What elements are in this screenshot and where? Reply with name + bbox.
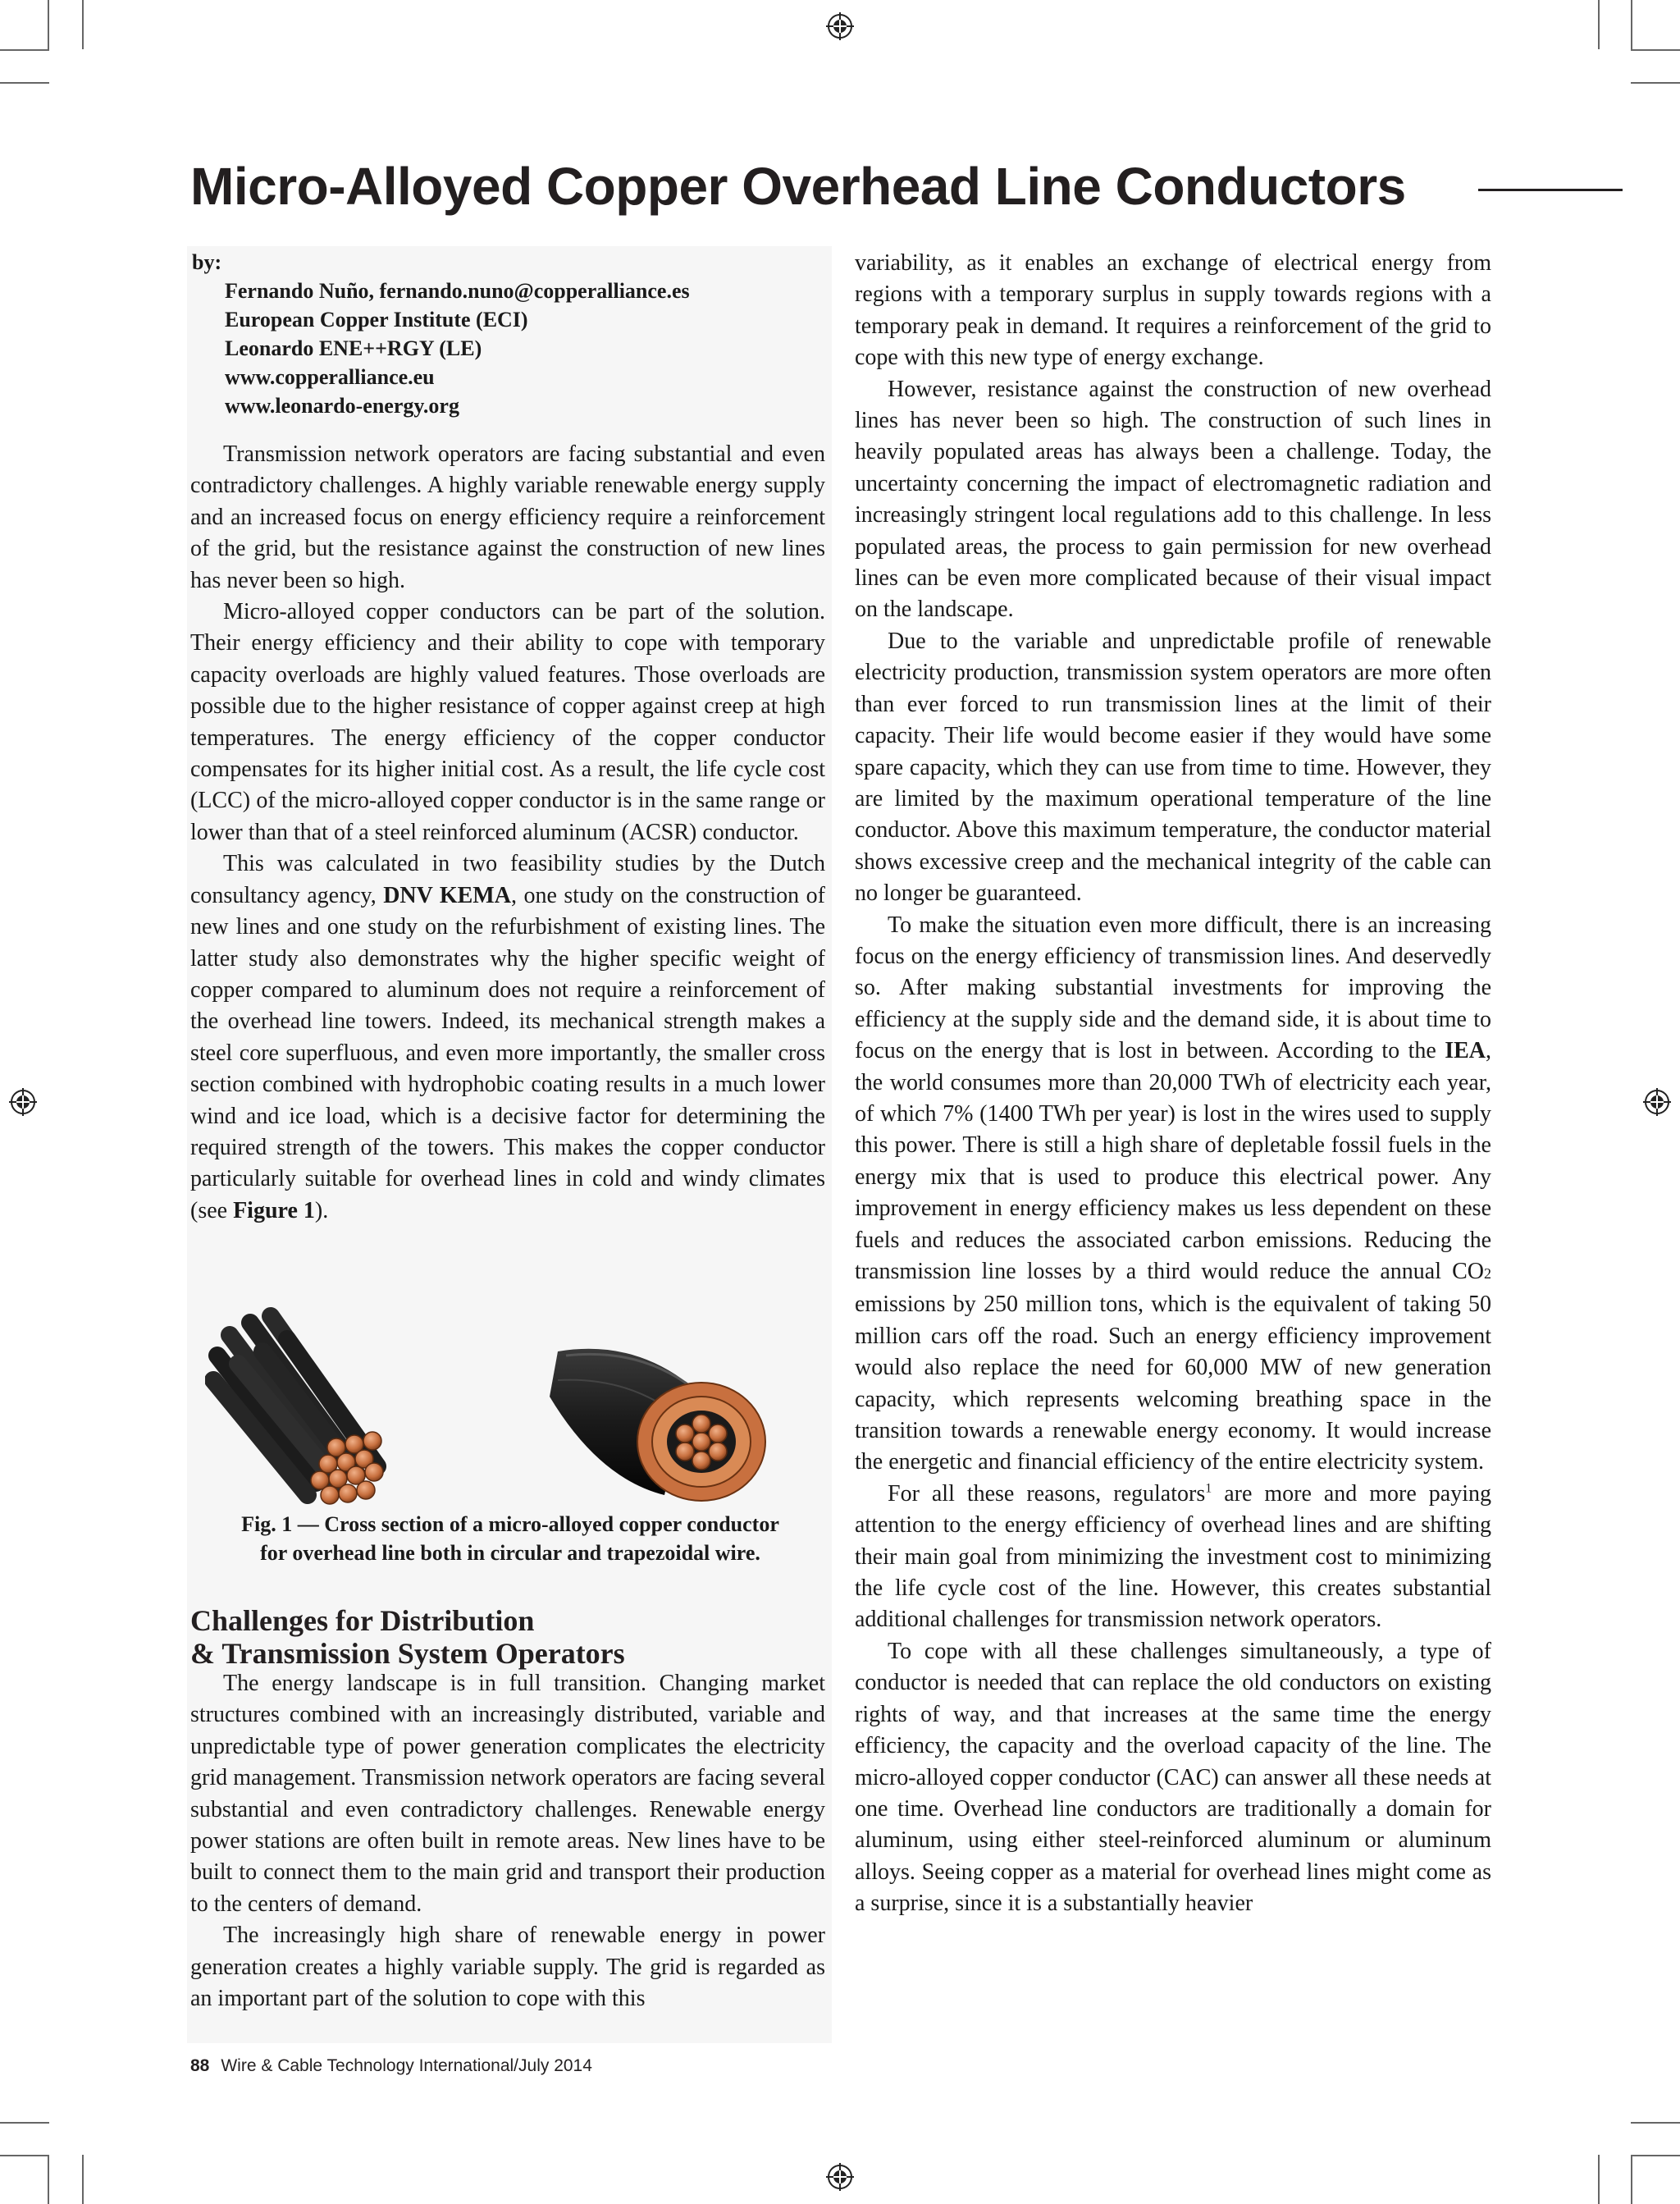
registration-mark-icon [9, 1088, 37, 1116]
heading-line: & Transmission System Operators [190, 1637, 625, 1670]
caption-line: Fig. 1 — Cross section of a micro-alloyed copper conductor [241, 1512, 779, 1536]
figure-reference: Figure 1 [233, 1197, 315, 1223]
section-text [190, 1668, 825, 2014]
byline-website: www.copperalliance.eu [225, 365, 435, 389]
registration-mark-icon [826, 2163, 854, 2191]
text-run: are more and more paying attention to the energy efficiency of overhead lines and are shifting their main goal from minimizing the investment cost to minimizing the life cycle cost of the line. However, this creates substantial additional challenges for transmission network operators. [855, 1480, 1491, 1633]
text-run: This was calculated in two feasibility studies by the Dutch consultancy agency, [190, 851, 825, 908]
crop-mark [0, 2155, 49, 2156]
page-title: Micro-Alloyed Copper Overhead Line Conductors [190, 157, 1406, 216]
right-column-text [855, 248, 1491, 1920]
paragraph: variability, as it enables an exchange of electrical energy from regions with a temporary surplus in supply towards regions with a temporary peak in demand. It requires a reinforcement of the grid to cope with this new type of energy exchange. [855, 250, 1491, 371]
byline-label: by: [192, 250, 222, 274]
text-run: , the world consumes more than 20,000 TWh of electricity each year, of which 7% (1400 TWh per year) is lost in the wires used to supply this power. There is still a high share of depletable fossil fuels in the energy mix that is used to produce this electrical power. Any improvement in energy efficiency makes us less dependent on these fuels and reduces the associated carbon emissions. Reducing the transmission line losses by a third would reduce the annual CO [855, 1038, 1491, 1284]
byline-author: Fernando Nuño, fernando.nuno@copperalliance.es [225, 279, 690, 303]
crop-mark [1631, 0, 1632, 49]
paragraph: The energy landscape is in full transition. Changing market structures combined with an increasingly distributed, variable and unpredictable type of power generation complicates the electricity grid management. Transmission network operators are facing several substantial and even contradictory challenges. Renewable energy power stations are often built in remote areas. New lines have to be built to connect them to the main grid and transport their production to the centers of demand. [190, 1671, 825, 1917]
bold-text: DNV KEMA [383, 882, 511, 908]
paragraph [855, 1479, 1491, 1636]
paragraph: Due to the variable and unpredictable profile of renewable electricity production, transmission system operators are more often than ever forced to run transmission lines at the limit of their capacity. Their life would become easier if they would have some spare capacity, which they can use from time to time. However, they are limited by the maximum operational temperature of the line conductor. Above this maximum temperature, the conductor material shows excessive creep and the mechanical integrity of the cable can no longer be guaranteed. [855, 628, 1491, 907]
paragraph: To cope with all these challenges simultaneously, a type of conductor is needed that can replace the old conductors on existing rights of way, and that increases at the same time the energy efficiency, the capacity and the overload capacity of the line. The micro-alloyed copper conductor (CAC) can answer all these needs at one time. Overhead line conductors are traditionally a domain for aluminum, using either steel-reinforced aluminum or aluminum alloys. Seeing copper as a material for overhead lines might come as a surprise, since it is a substantially heavier [855, 1638, 1491, 1917]
crop-mark [1631, 49, 1680, 51]
crop-mark [48, 2155, 49, 2204]
section-heading [190, 1604, 625, 1670]
crop-mark [1598, 0, 1600, 49]
publication-info: Wire & Cable Technology International/July 2014 [221, 2056, 592, 2075]
registration-mark-icon [1643, 1088, 1671, 1116]
crop-mark [0, 49, 49, 51]
bold-text: IEA [1445, 1038, 1486, 1064]
byline-organization: Leonardo ENE++RGY (LE) [225, 336, 482, 360]
trapezoidal-wire-conductor [550, 1349, 765, 1501]
paragraph [855, 910, 1491, 1479]
text-run: , one study on the construction of new lines and one study on the refurbishment of existing lines. The latter study also demonstrates why the higher specific weight of copper compared to aluminum does not require a reinforcement of the overhead line towers. Indeed, its mechanical strength makes a steel core superfluous, and even more importantly, the smaller cross section combined with hydrophobic coating results in a much lower wind and ice load, which is a decisive factor for determining the required strength of the towers. This makes the copper conductor particularly suitable for overhead lines in cold and windy climates (see [190, 882, 825, 1223]
figure-caption [190, 1510, 830, 1567]
crop-mark [1631, 2155, 1632, 2204]
crop-mark [1631, 2155, 1680, 2156]
subscript: 2 [1484, 1265, 1491, 1282]
page-footer [190, 2056, 592, 2076]
text-run: For all these reasons, regulators [888, 1480, 1206, 1507]
paragraph: The increasingly high share of renewable energy in power generation creates a highly variable supply. The grid is regarded as an important part of the solution to cope with this [190, 1923, 825, 2012]
crop-mark [0, 82, 49, 84]
byline-organization: European Copper Institute (ECI) [225, 308, 528, 332]
crop-mark [1598, 2155, 1600, 2204]
text-run: To make the situation even more difficult, there is an increasing focus on the energy efficiency of transmission lines. And deservedly so. After making substantial investments for improving the efficiency at the supply side and the demand side, it is about time to focus on the energy that is lost in between. According to the [855, 912, 1491, 1064]
circular-wire-conductor [213, 1316, 383, 1504]
paragraph [190, 848, 825, 1227]
text-run: emissions by 250 million tons, which is the equivalent of taking 50 million cars off the road. Such an energy efficiency improvement would also replace the need for 60,000 MW of new generation capacity, which represents welcoming breathing space in the transition towards a renewable energy economy. It would increase the energetic and financial efficiency of the entire electricity system. [855, 1292, 1491, 1475]
page-number: 88 [190, 2056, 210, 2075]
title-rule [1478, 189, 1623, 191]
paragraph: Micro-alloyed copper conductors can be part of the solution. Their energy efficiency and their ability to cope with temporary capacity overloads are highly valued features. Those overloads are possible due to the higher resistance of copper against creep at high temperatures. The energy efficiency of the copper conductor compensates for its higher initial cost. As a result, the life cycle cost (LCC) of the micro-alloyed copper conductor is in the same range or lower than that of a steel reinforced aluminum (ACSR) conductor. [190, 599, 825, 845]
crop-mark [0, 2122, 49, 2124]
crop-mark [48, 0, 49, 49]
intro-text [190, 439, 825, 1227]
heading-line: Challenges for Distribution [190, 1604, 535, 1637]
text-run: ). [314, 1197, 329, 1223]
conductor-figure [205, 1306, 816, 1507]
registration-mark-icon [826, 12, 854, 40]
footnote-marker: 1 [1205, 1481, 1212, 1496]
crop-mark [82, 2155, 84, 2204]
crop-mark [82, 0, 84, 49]
crop-mark [1631, 82, 1680, 84]
byline-website: www.leonardo-energy.org [225, 394, 459, 418]
crop-mark [1631, 2122, 1680, 2124]
paragraph: Transmission network operators are facing substantial and even contradictory challenges. A highly variable renewable energy supply and an increased focus on energy efficiency require a reinforcement of the grid, but the resistance against the construction of new lines has never been so high. [190, 441, 825, 593]
caption-line: for overhead line both in circular and trapezoidal wire. [260, 1541, 760, 1565]
byline [190, 248, 830, 420]
paragraph: However, resistance against the construction of new overhead lines has never been so high. The construction of such lines in heavily populated areas has always been a challenge. Today, the uncertainty concerning the impact of electromagnetic radiation and increasingly stringent local regulations add to this challenge. In less populated areas, the process to gain permission for new overhead lines can be even more complicated because of their visual impact on the landscape. [855, 376, 1491, 623]
